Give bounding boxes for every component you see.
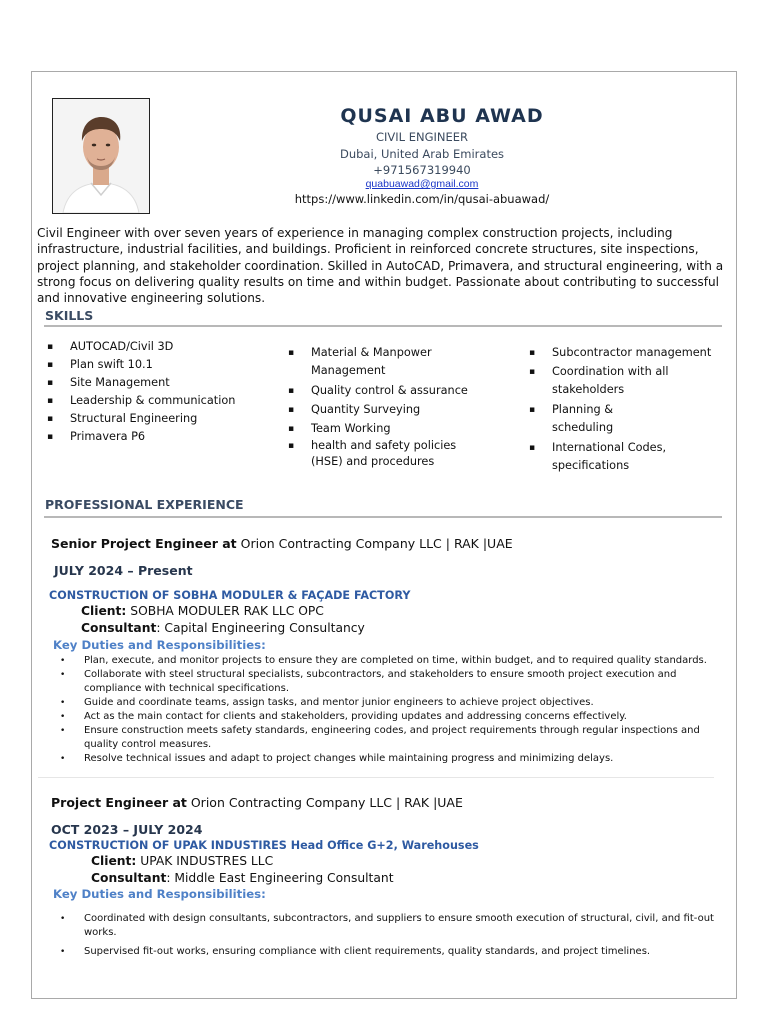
- duties-heading: Key Duties and Responsibilities:: [53, 887, 266, 901]
- skills-heading: SKILLS: [45, 308, 94, 323]
- job-role: Project Engineer at Orion Contracting Company LLC | RAK |UAE: [51, 795, 463, 810]
- bullet-icon: ▪: [47, 378, 54, 388]
- bullet-icon: •: [60, 670, 66, 680]
- skill-item: ▪ Subcontractor management: [529, 344, 729, 362]
- consultant-line: Consultant: Capital Engineering Consultancy: [81, 621, 365, 635]
- skill-item: ▪ Material & Manpower Management: [288, 346, 432, 377]
- bullet-icon: ▪: [47, 360, 54, 370]
- skill-item: ▪ International Codes, specifications: [529, 441, 667, 472]
- bullet-icon: ▪: [529, 443, 536, 453]
- skills-column-2: [288, 344, 488, 470]
- duty-item: • Resolve technical issues and adapt to project changes while maintaining progress and minimizing delays.: [60, 753, 614, 764]
- bullet-icon: •: [60, 698, 66, 708]
- skill-item: ▪ health and safety policies (HSE) and procedures: [288, 439, 457, 468]
- duties-list: [58, 912, 734, 959]
- experience-heading: PROFESSIONAL EXPERIENCE: [45, 497, 244, 512]
- profile-photo: [52, 98, 150, 214]
- project-name: CONSTRUCTION OF SOBHA MODULER & FAÇADE FACTORY: [49, 589, 411, 602]
- bullet-icon: •: [60, 712, 66, 722]
- linkedin-url[interactable]: https://www.linkedin.com/in/qusai-abuawad/: [294, 192, 550, 206]
- bullet-icon: ▪: [529, 405, 536, 415]
- client-line: Client: UPAK INDUSTRES LLC: [91, 854, 274, 868]
- duty-item: • Plan, execute, and monitor projects to ensure they are completed on time, within budget, and to required quality standards.: [60, 655, 707, 666]
- duty-item: • Ensure construction meets safety standards, engineering codes, and project requirements through regular inspections and quality control measures.: [60, 725, 700, 750]
- location: Dubai, United Arab Emirates: [339, 147, 505, 161]
- duty-item: • Supervised fit-out works, ensuring compliance with client requirements, quality standards, and project timelines.: [60, 946, 651, 957]
- skill-item: ▪ Quantity Surveying: [288, 401, 488, 419]
- candidate-name: QUSAI ABU AWAD: [340, 105, 544, 127]
- bullet-icon: ▪: [529, 367, 536, 377]
- email-link[interactable]: quabuawad@gmail.com: [365, 178, 479, 190]
- client-line: Client: SOBHA MODULER RAK LLC OPC: [81, 604, 324, 618]
- bullet-icon: ▪: [47, 432, 54, 442]
- job-dates: OCT 2023 – JULY 2024: [51, 822, 203, 837]
- duties-list: [58, 654, 734, 766]
- skills-column-3: [529, 344, 729, 475]
- bullet-icon: ▪: [288, 424, 295, 434]
- bullet-icon: ▪: [529, 348, 536, 358]
- skill-item: ▪ Leadership & communication: [47, 392, 277, 410]
- skill-item: ▪ Primavera P6: [47, 428, 277, 446]
- bullet-icon: ▪: [47, 414, 54, 424]
- skill-item: ▪ Plan swift 10.1: [47, 356, 277, 374]
- skill-item: ▪ AUTOCAD/Civil 3D: [47, 338, 277, 356]
- bullet-icon: •: [60, 726, 66, 736]
- duty-item: • Coordinated with design consultants, subcontractors, and suppliers to ensure smooth execution of structural, civil, and fit-out works.: [60, 913, 714, 938]
- project-name: CONSTRUCTION OF UPAK INDUSTIRES Head Office G+2, Warehouses: [49, 839, 479, 852]
- consultant-line: Consultant: Middle East Engineering Consultant: [91, 871, 394, 885]
- skill-item: ▪ Site Management: [47, 374, 277, 392]
- skill-item: ▪ Planning & scheduling: [529, 403, 614, 434]
- professional-summary: Civil Engineer with over seven years of experience in managing complex construction projects, including infrastructure, industrial facilities, and buildings. Proficient in reinforced concrete structures, site inspections, project planning, and stakeholder coordination. Skilled in AutoCAD, Primavera, and structural engineering, with a strong focus on delivering quality results on time and within budget. Passionate about contributing to successful and innovative engineering solutions.: [37, 226, 724, 306]
- skill-item: ▪ Team Working: [288, 420, 488, 438]
- job-separator: [38, 777, 714, 778]
- skill-item: ▪ Quality control & assurance: [288, 382, 488, 400]
- resume-page: [31, 71, 737, 999]
- job-role: Senior Project Engineer at Orion Contracting Company LLC | RAK |UAE: [51, 536, 513, 551]
- phone-number: +971567319940: [373, 163, 471, 177]
- job-title: CIVIL ENGINEER: [375, 130, 469, 144]
- bullet-icon: •: [60, 656, 66, 666]
- bullet-icon: ▪: [288, 386, 295, 396]
- skills-column-1: [47, 338, 277, 446]
- bullet-icon: ▪: [47, 396, 54, 406]
- bullet-icon: ▪: [288, 405, 295, 415]
- bullet-icon: ▪: [288, 441, 295, 451]
- bullet-icon: •: [60, 947, 66, 957]
- skill-item: ▪ Coordination with all stakeholders: [529, 365, 669, 396]
- job-dates: JULY 2024 – Present: [54, 563, 193, 578]
- bullet-icon: •: [60, 914, 66, 924]
- duties-heading: Key Duties and Responsibilities:: [53, 638, 266, 652]
- skills-divider: [44, 325, 722, 327]
- experience-divider: [44, 516, 722, 518]
- duty-item: • Guide and coordinate teams, assign tasks, and mentor junior engineers to achieve project objectives.: [60, 697, 594, 708]
- bullet-icon: ▪: [288, 348, 295, 358]
- bullet-icon: ▪: [47, 342, 54, 352]
- duty-item: • Act as the main contact for clients and stakeholders, providing updates and addressing concerns effectively.: [60, 711, 627, 722]
- bullet-icon: •: [60, 754, 66, 764]
- skill-item: ▪ Structural Engineering: [47, 410, 277, 428]
- duty-item: • Collaborate with steel structural specialists, subcontractors, and stakeholders to ensure smooth project execution and compliance with technical specifications.: [60, 669, 677, 694]
